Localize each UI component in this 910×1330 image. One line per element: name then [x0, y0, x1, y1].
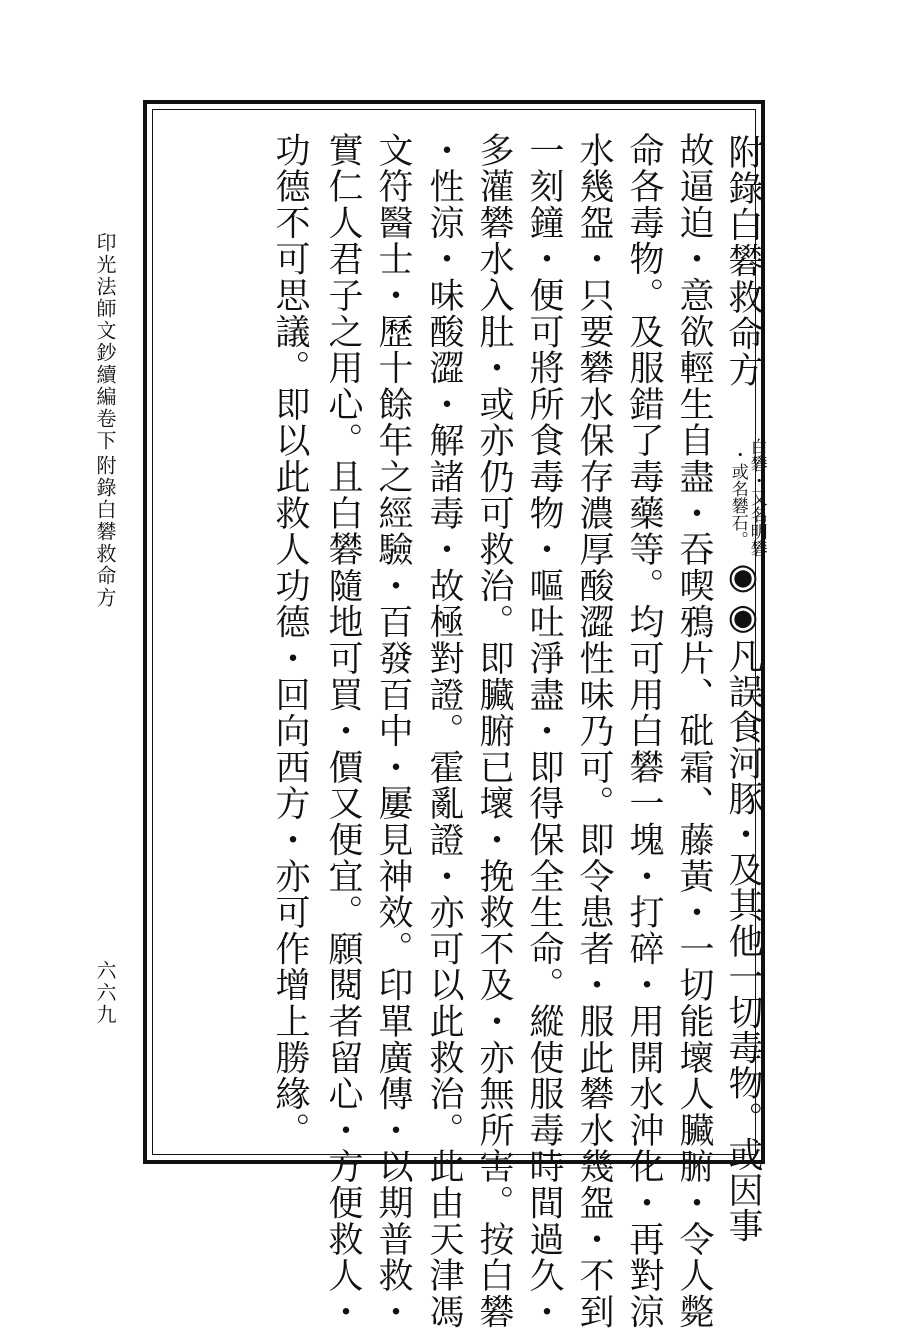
title-note-line1: 白礬・又名明礬 — [746, 438, 767, 557]
running-header-book-title: 印光法師文鈔續編卷下 — [93, 232, 117, 452]
body-line: 多灌礬水入肚・或亦仍可救治。即臟腑已壞・挽救不及・亦無所害。按白礬 — [474, 132, 514, 1330]
body-line: 水幾盌・只要礬水保存濃厚酸澀性味乃可。即令患者・服此礬水幾盌・不到 — [574, 132, 614, 1330]
body-line: ・性涼・味酸澀・解諸毒・故極對證。霍亂證・亦可以此救治。此由天津馮 — [424, 132, 464, 1330]
title-note-line2: ・或名礬石。 — [727, 446, 748, 548]
first-line-rest: ◉◉凡誤食河豚・及其他一切毒物。或因事 — [723, 557, 763, 1244]
body-line: 功德不可思議。即以此救人功德・回向西方・亦可作增上勝緣。 — [270, 132, 310, 1149]
body-line: 一刻鐘・便可將所食毒物・嘔吐淨盡・即得保全生命。縱使服毒時間過久・ — [524, 132, 564, 1330]
body-line: 實仁人君子之用心。且白礬隨地可買・價又便宜。願閱者留心・方便救人・ — [323, 132, 363, 1330]
running-header-section-title: 附錄白礬救命方 — [93, 455, 117, 609]
body-line: 故逼迫・意欲輕生自盡・吞喫鴉片、砒霜、藤黃・一切能壞人臟腑・令人斃 — [674, 132, 714, 1330]
body-line: 文符醫士・歷十餘年之經驗・百發百中・屢見神效。印單廣傳・以期普救・ — [373, 132, 413, 1330]
article-title: 附錄白礬救命方 — [723, 134, 763, 389]
page-number: 六六九 — [93, 960, 117, 1026]
body-line: 命各毒物。及服錯了毒藥等。均可用白礬一塊・打碎・用開水沖化・再對涼 — [624, 132, 664, 1330]
